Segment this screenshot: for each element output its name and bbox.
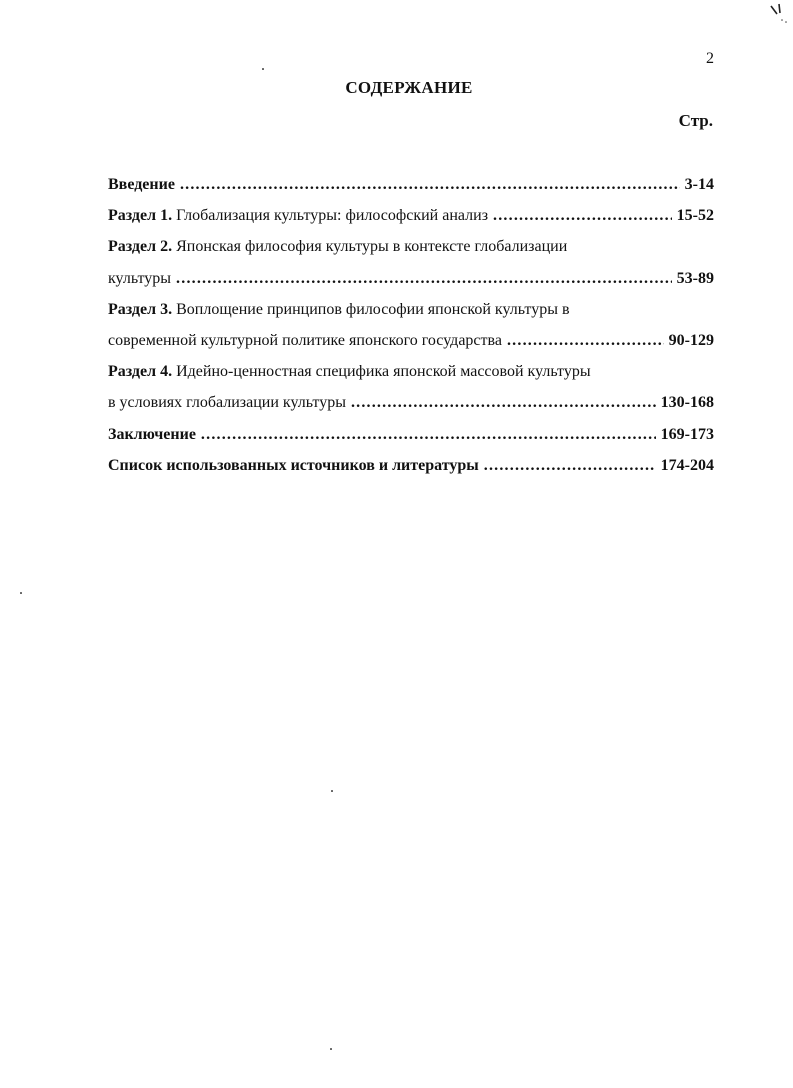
toc-section-number: Раздел 4.	[108, 363, 173, 381]
toc-entry-line	[108, 231, 714, 262]
page-title: СОДЕРЖАНИЕ	[345, 78, 473, 97]
toc-section-number: Заключение	[108, 425, 196, 443]
toc-page-range: 15-52	[676, 207, 714, 225]
toc-section-title: Идейно-ценностная специфика японской массовой культуры	[172, 363, 591, 381]
toc-section-title: Японская философия культуры в контексте глобализации	[172, 238, 568, 256]
toc-entry-line	[108, 263, 714, 294]
toc-entry-line	[108, 450, 714, 481]
toc-section-title: современной культурной политике японского государства	[108, 331, 502, 349]
toc-section-number: Введение	[108, 176, 175, 193]
toc-entry-label	[108, 200, 488, 231]
toc-entry-label	[108, 450, 479, 481]
toc-section-title: культуры	[108, 269, 172, 287]
toc-entry-label	[108, 325, 502, 356]
toc-section-number: Раздел 1.	[108, 207, 173, 225]
dot-leader	[484, 450, 656, 481]
toc-entry-label	[108, 387, 346, 418]
toc-page-range: 174-204	[660, 456, 714, 474]
toc-entry-label	[108, 231, 567, 262]
dot-leader	[493, 200, 672, 231]
toc-page-range: 53-89	[676, 269, 714, 287]
toc-entry-line	[108, 419, 714, 450]
toc-section-title: в условиях глобализации культуры	[108, 394, 346, 412]
toc-entry-line	[108, 356, 714, 387]
toc-entry-line	[108, 169, 714, 200]
dot-leader	[201, 419, 656, 450]
scan-speck	[20, 592, 22, 594]
dot-leader	[176, 263, 672, 294]
scan-artifact-mark	[753, 0, 793, 30]
toc-entry-line	[108, 200, 714, 231]
toc-entry-label	[108, 169, 175, 200]
toc-entry-label	[108, 294, 570, 325]
table-of-contents	[108, 169, 714, 481]
toc-page-range: 3-14	[684, 176, 714, 193]
toc-section-number: Список использованных источников и литературы	[108, 456, 479, 474]
scan-speck	[331, 790, 333, 792]
toc-section-number: Раздел 3.	[108, 300, 173, 318]
toc-section-title: Глобализация культуры: философский анализ	[172, 207, 489, 225]
dot-leader	[180, 169, 680, 200]
scan-speck	[330, 1048, 332, 1050]
toc-section-title: Воплощение принципов философии японской культуры в	[172, 300, 570, 318]
toc-page-range: 90-129	[668, 331, 714, 349]
toc-page-range: 169-173	[660, 425, 714, 443]
scan-speck	[262, 68, 264, 70]
toc-section-number: Раздел 2.	[108, 238, 173, 256]
dot-leader	[351, 387, 656, 418]
dot-leader	[507, 325, 664, 356]
toc-entry-line	[108, 325, 714, 356]
pages-column-header: Стр.	[678, 111, 713, 130]
toc-entry-label	[108, 263, 171, 294]
toc-entry-line	[108, 294, 714, 325]
toc-entry-label	[108, 356, 591, 387]
page-number: 2	[706, 50, 714, 67]
toc-entry-line	[108, 387, 714, 418]
toc-entry-label	[108, 419, 196, 450]
toc-page-range: 130-168	[660, 394, 714, 412]
